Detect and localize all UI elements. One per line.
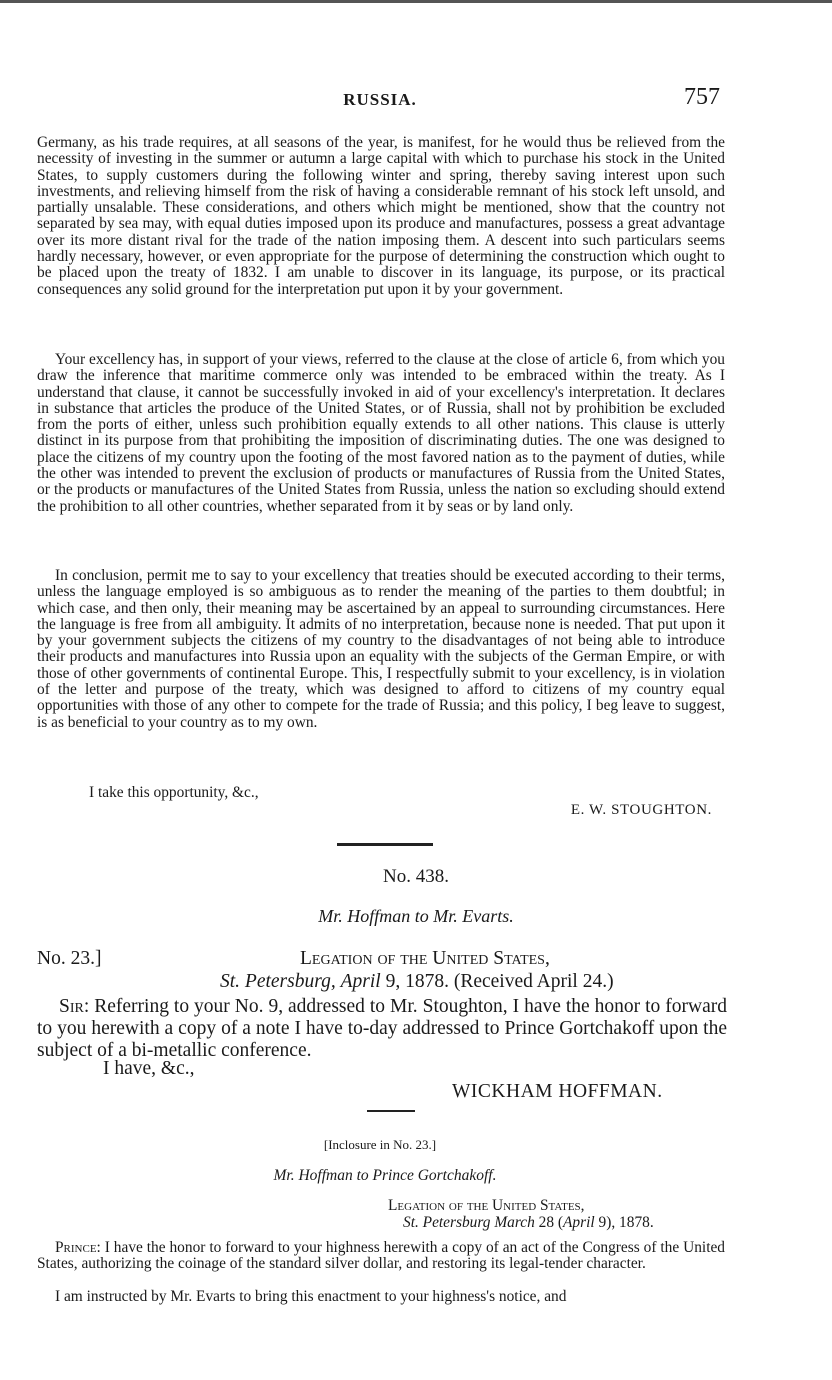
dispatch-date-month: April	[340, 971, 381, 992]
dispatch-closing: I have, &c.,	[103, 1058, 195, 1079]
dispatch-legation: Legation of the United States,	[300, 948, 550, 969]
page-number: 757	[684, 84, 720, 110]
section-divider	[337, 843, 433, 846]
dispatch-place: St. Petersburg,	[220, 971, 336, 992]
dispatch-signature: WICKHAM HOFFMAN.	[452, 1081, 663, 1102]
inclosure-label: [Inclosure in No. 23.]	[323, 1137, 437, 1152]
dispatch-received: (Received April 24.)	[453, 971, 614, 992]
inclosure-salutation: Prince:	[55, 1239, 101, 1256]
inclosure-paragraph-1-text: I have the honor to forward to your highness herewith a copy of an act of the Congress of the United States, authorizing the coinage of the standard silver dollar, and restoring its legal-tender character.	[37, 1239, 725, 1273]
inclosure-paragraph-2: I am instructed by Mr. Evarts to bring this enactment to your highness's notice, and	[55, 1288, 567, 1305]
letter-signature: E. W. STOUGHTON.	[570, 802, 712, 818]
inclosure-legation: Legation of the United States,	[388, 1197, 585, 1214]
inclosure-divider	[367, 1110, 415, 1112]
letter-paragraph-continued: Germany, as his trade requires, at all seasons of the year, is manifest, for he would thus be relieved from the necessity of investing in the summer or autumn a large capital with which to purchase his stock in the United States, to supply customers during the following winter and spring, thereby saving interest upon such investments, and relieving himself from the risk of having a considerable remnant of his stock left unsold, and partially unsalable. These considerations, and others which might be mentioned, show that the country not separated by sea may, with equal duties imposed upon its produce and manufactures, possess a great advantage over its more distant rival for the trade of the nation imposing them. A descent into such particulars seems hardly necessary, however, or even appropriate for the purpose of determining the construction which ought to be placed upon the treaty of 1832. I am unable to discover in its language, its purpose, or its practical consequences any solid ground for the interpretation put upon it by your government.	[37, 134, 725, 298]
running-head	[0, 84, 832, 120]
inclosure-dateline-place: St. Petersburg March	[403, 1214, 535, 1231]
letter-paragraph-conclusion: In conclusion, permit me to say to your excellency that treaties should be executed according to their terms, unless the language employed is so ambiguous as to render the meaning of the parties to them doubtful; in which case, and then only, their meaning may be ascertained by an appeal to surrounding circumstances. Here the language is free from all ambiguity. It admits of no interpretation, because none is needed. That put upon it by your government subjects the citizens of my country to the disadvantages of not being able to introduce their products and manufactures into Russia upon an equality with the subjects of the German Empire, or with those of other governments of continental Europe. This, I respectfully submit to your excellency, is in violation of the letter and purpose of the treaty, which was designed to afford to citizens of my country equal opportunities with those of any other to compete for the trade of Russia; and this policy, I beg leave to suggest, is as beneficial to your country as to my own.	[37, 567, 725, 731]
inclosure-dateline-day: 28 (	[538, 1214, 564, 1231]
dispatch-body	[37, 996, 727, 1062]
inclosure-dateline-april: April	[563, 1214, 595, 1231]
document-heading: Mr. Hoffman to Mr. Evarts.	[318, 906, 514, 926]
letter-closing: I take this opportunity, &c.,	[89, 784, 259, 801]
letter-paragraph-article-6: Your excellency has, in support of your views, referred to the clause at the close of article 6, from which you draw the inference that maritime commerce only was intended to be embraced within the treaty. As I understand that clause, it cannot be successfully invoked in aid of your excellency's interpretation. It declares in substance that articles the produce of the United States, or of Russia, shall not by prohibition be excluded from the ports of either, unless such prohibition equally extends to all other nations. This clause is utterly distinct in its purpose from that prohibiting the imposition of discriminating duties. The one was designed to place the citizens of my country upon the footing of the most favored nation as to the payment of duties, while the other was intended to prevent the exclusion of products or manufactures of Russia from the United States, or the products or manufactures of the United States from Russia, unless the nation so excluding should extend the prohibition to all other countries, whether separated from it by seas or by land only.	[37, 351, 725, 515]
dispatch-salutation: Sir:	[59, 996, 90, 1017]
dispatch-date-rest: 9, 1878.	[385, 971, 449, 992]
dispatch-dateline	[220, 971, 614, 993]
inclosure-paragraph-1	[37, 1240, 725, 1273]
top-border-rule	[0, 0, 832, 3]
dispatch-number: No. 23.]	[37, 948, 102, 969]
inclosure-dateline-rest: 9), 1878.	[598, 1214, 654, 1231]
running-title: RUSSIA.	[343, 90, 417, 109]
inclosure-dateline	[403, 1214, 654, 1232]
dispatch-body-text: Referring to your No. 9, addressed to Mr. Stoughton, I have the honor to forward to you herewith a copy of a note I have to-day addressed to Prince Gortchakoff upon the subject of a bi-metallic conference.	[37, 996, 727, 1061]
document-number: No. 438.	[383, 866, 449, 887]
inclosure-heading: Mr. Hoffman to Prince Gortchakoff.	[273, 1167, 497, 1184]
